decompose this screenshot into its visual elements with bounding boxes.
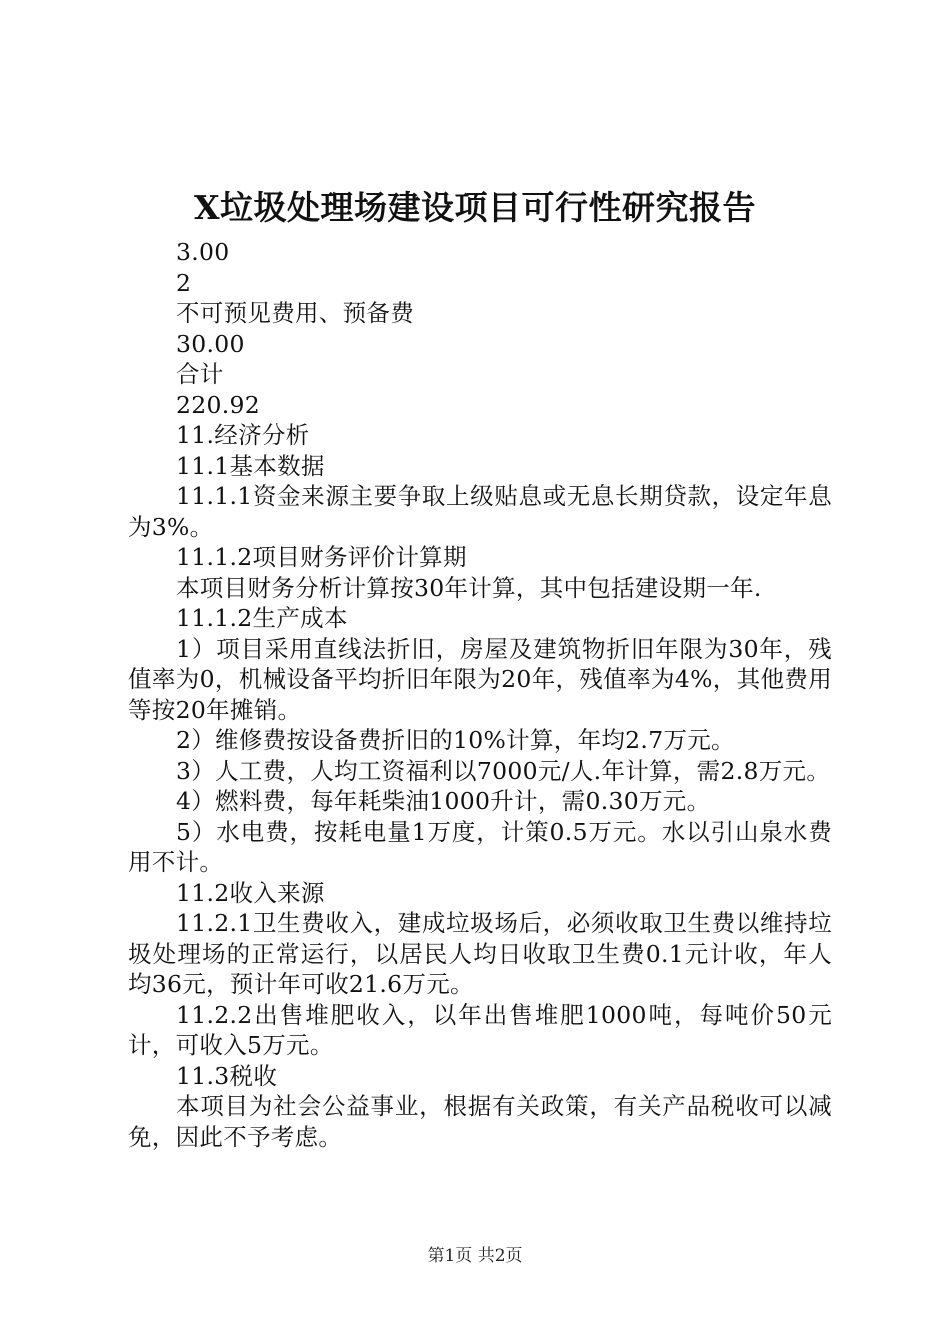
paragraph: 11.2.2出售堆肥收入，以年出售堆肥1000吨，每吨价50元计，可收入5万元。 [128,1000,832,1059]
paragraph: 合计 [176,360,224,388]
paragraph: 本项目为社会公益事业，根据有关政策，有关产品税收可以减免，因此不予考虑。 [128,1092,832,1151]
paragraph: 不可预见费用、预备费 [176,299,414,327]
paragraph: 本项目财务分析计算按30年计算，其中包括建设期一年. [176,573,762,602]
paragraph: 3）人工费，人均工资福利以7000元/人.年计算，需2.8万元。 [176,756,831,785]
paragraph: 2）维修费按设备费折旧的10%计算，年均2.7万元。 [176,726,735,754]
page-footer: 第1页 共2页 [427,1246,523,1266]
paragraph: 5）水电费，按耗电量1万度，计策0.5万元。水以引山泉水费用不计。 [128,817,832,876]
document-title: X垃圾处理场建设项目可行性研究报告 [193,188,757,227]
section-heading: 11.1.2项目财务评价计算期 [176,543,467,571]
paragraph: 30.00 [176,329,245,358]
paragraph: 2 [176,268,192,297]
paragraph: 4）燃料费，每年耗柴油1000升计，需0.30万元。 [176,787,711,815]
paragraph: 220.92 [176,390,261,419]
paragraph: 3.00 [176,238,230,266]
document-body [128,237,832,1152]
section-heading: 11.1.2生产成本 [176,604,348,632]
section-heading: 11.2收入来源 [176,878,325,907]
section-heading: 11.经济分析 [176,421,310,449]
paragraph: 1）项目采用直线法折旧，房屋及建筑物折旧年限为30年，残值率为0，机械设备平均折旧年限为20年，残值率为4%，其他费用等按20年摊销。 [128,634,832,724]
paragraph: 11.2.1卫生费收入，建成垃圾场后，必须收取卫生费以维持垃圾处理场的正常运行，以居民人均日收取卫生费0.1元计收，年人均36元，预计年可收21.6万元。 [128,909,832,998]
section-heading: 11.1基本数据 [176,451,325,480]
paragraph: 11.1.1资金来源主要争取上级贴息或无息长期贷款，设定年息为3%。 [128,482,832,541]
section-heading: 11.3税收 [176,1061,278,1090]
